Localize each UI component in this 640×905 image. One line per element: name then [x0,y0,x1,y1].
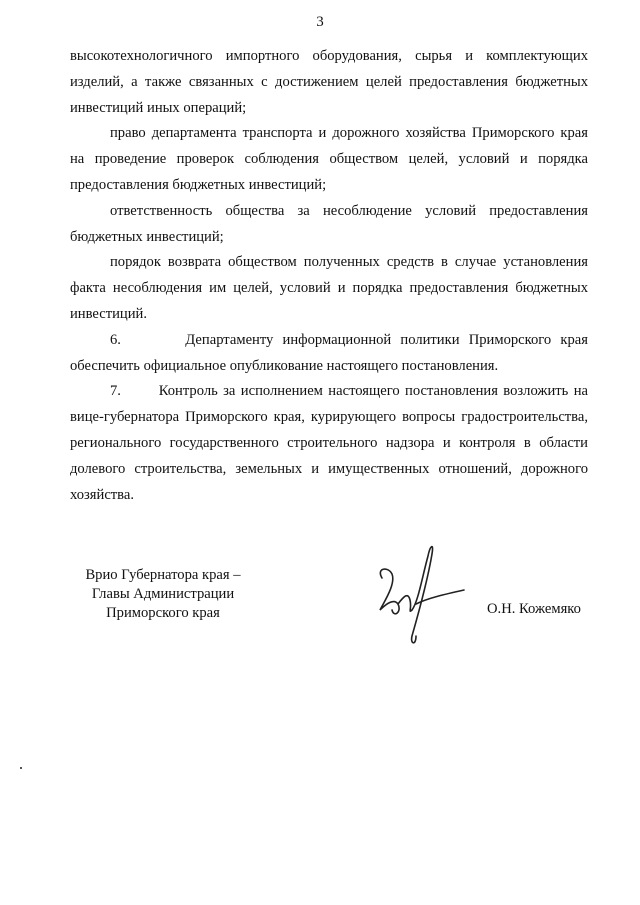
paragraph-item-6: 6. Департаменту информационной политики Приморского края обеспечить официальное опубликование настоящего постановления. [70,331,588,374]
paragraph: право департамента транспорта и дорожного хозяйства Приморского края на проведение проверок соблюдения обществом целей, условий и порядка предоставления бюджетных инвестиций; [70,125,588,193]
paragraph-item-7: 7. Контроль за исполнением настоящего постановления возложить на вице-губернатора Приморского края, курирующего вопросы градостроительства, регионального государственного строительного надзора и контроля в области долевого строительства, земельных и имущественных отношений, дорожного хозяйства. [70,383,588,503]
signer-title-line: Врио Губернатора края – [85,567,241,583]
signer-name: О.Н. Кожемяко [487,601,581,617]
page-number: 3 [316,14,324,30]
paragraph: порядок возврата обществом полученных средств в случае установления факта несоблюдения им целей, условий и порядка предоставления бюджетных инвестиций. [70,254,588,322]
paragraph: высокотехнологичного импортного оборудования, сырья и комплектующих изделий, а также связанных с достижением целей предоставления бюджетных инвестиций иных операций; [70,48,588,116]
handwritten-signature [372,538,468,650]
signer-title-line: Главы Администрации [91,586,235,602]
scan-speck [20,767,22,769]
paragraph: ответственность общества за несоблюдение условий предоставления бюджетных инвестиций; [70,202,588,245]
signer-title [68,566,258,623]
signer-title-line: Приморского края [106,605,220,621]
document-body [70,44,588,508]
